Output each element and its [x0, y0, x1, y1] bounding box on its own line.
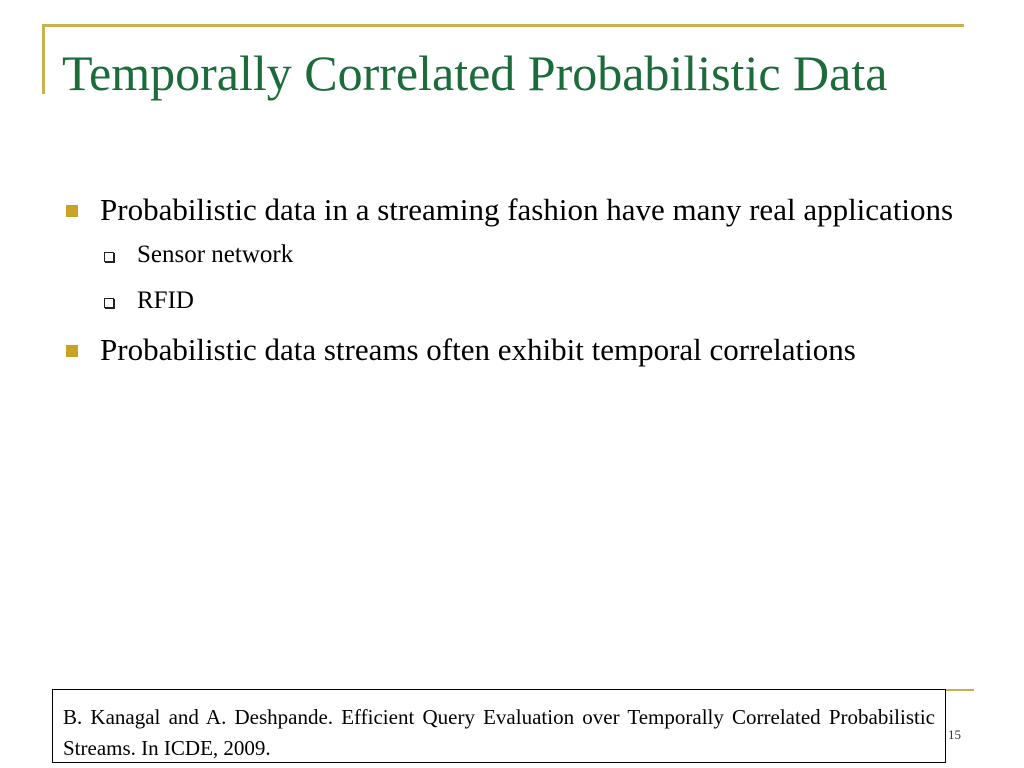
left-frame-line [42, 24, 45, 94]
citation-box [52, 689, 946, 763]
gold-square-bullet-icon [66, 345, 78, 357]
hollow-square-bullet-icon [104, 252, 114, 262]
bullet-item [60, 188, 964, 232]
bullet-text: Probabilistic data in a streaming fashion have many real applications [100, 192, 954, 227]
bullet-item [60, 328, 964, 372]
gold-square-bullet-icon [66, 205, 78, 217]
slide-title: Temporally Correlated Probabilistic Data [62, 45, 888, 101]
hollow-square-bullet-icon [104, 298, 114, 308]
subitem-text: Sensor network [137, 241, 294, 268]
subitem-list [60, 232, 964, 324]
subitem-text: RFID [137, 287, 194, 314]
subitem [60, 232, 964, 278]
citation-text: B. Kanagal and A. Deshpande. Efficient Query Evaluation over Temporally Correlated Probabilistic Streams. In ICDE, 2009. [63, 705, 935, 760]
top-frame-line [42, 24, 964, 27]
subitem [60, 278, 964, 324]
page-number: 15 [948, 727, 961, 742]
bullet-text: Probabilistic data streams often exhibit temporal correlations [100, 332, 856, 367]
slide-content [60, 188, 964, 372]
